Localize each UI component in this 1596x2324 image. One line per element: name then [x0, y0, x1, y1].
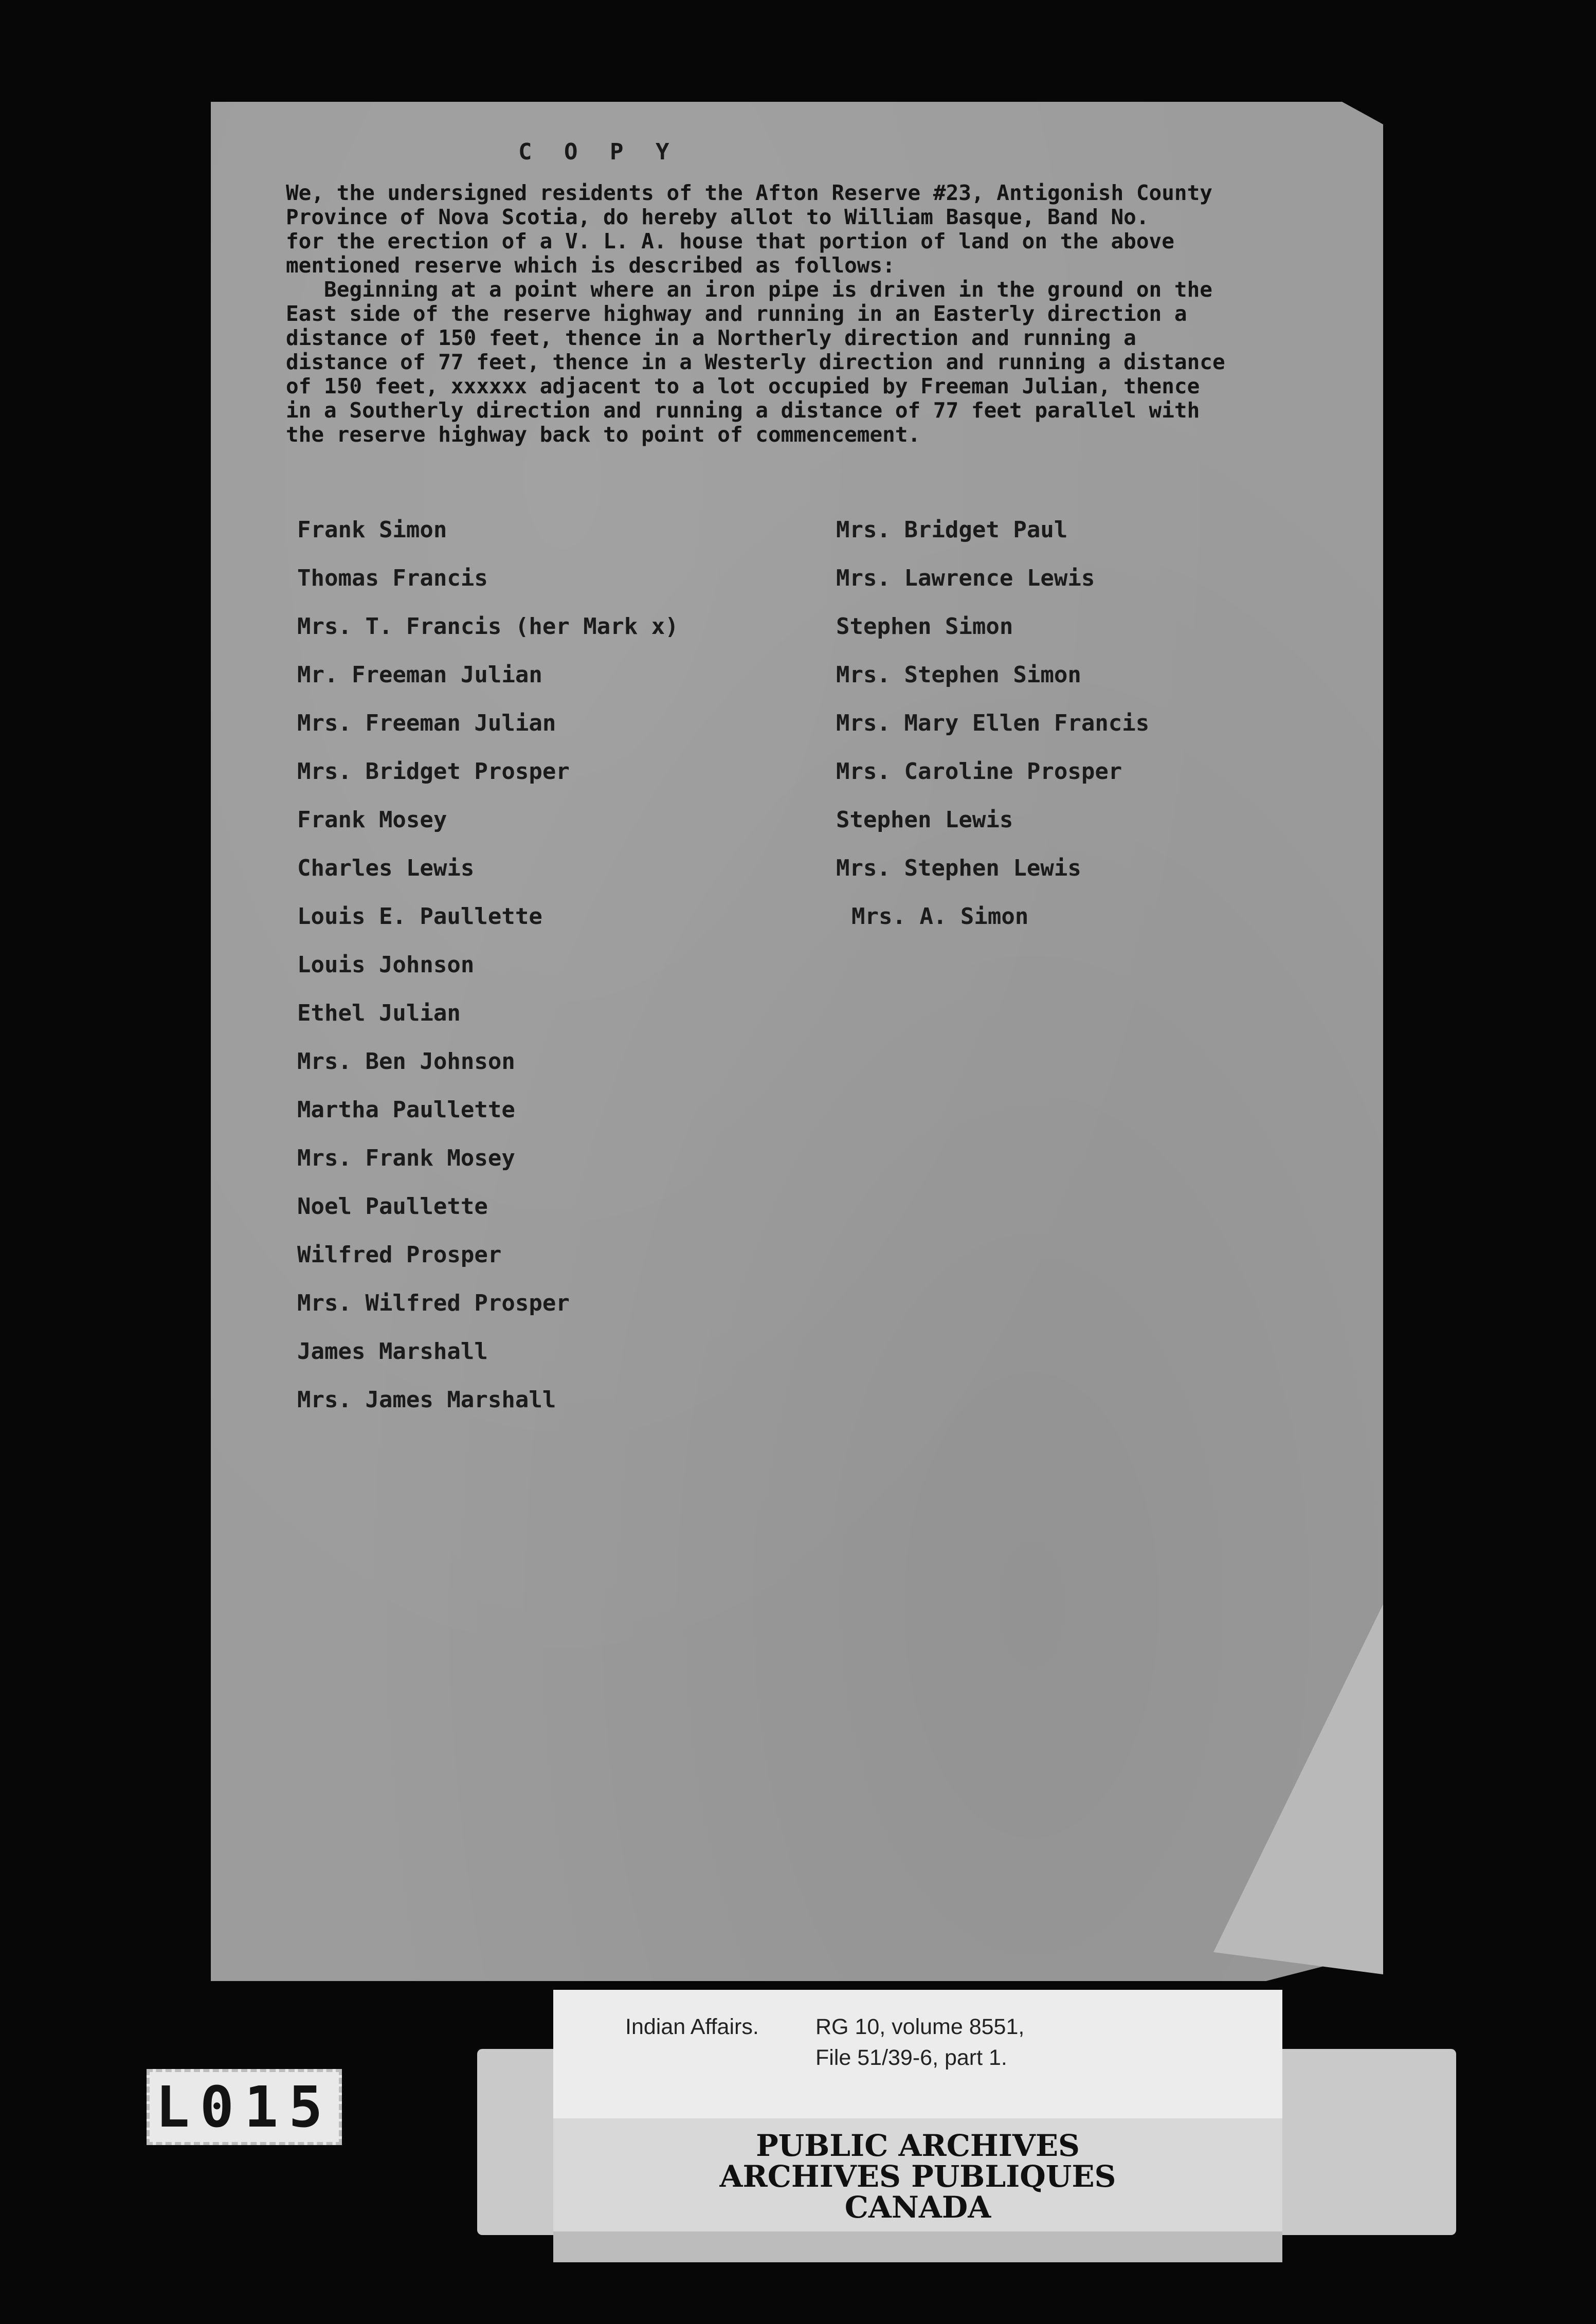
signatory-name: Mrs. Ben Johnson	[297, 1048, 515, 1075]
archives-line-en: PUBLIC ARCHIVES	[756, 2128, 1080, 2163]
reference-volume: RG 10, volume 8551,	[815, 2014, 1025, 2039]
signatory-name: Mrs. Wilfred Prosper	[297, 1290, 570, 1316]
paragraph-line: mentioned reserve which is described as follows:	[286, 253, 895, 278]
allotment-paragraph	[286, 181, 1376, 447]
paragraph-line: We, the undersigned residents of the Afton Reserve #23, Antigonish County	[286, 180, 1212, 205]
signatory-name: Mrs. Bridget Paul	[836, 517, 1068, 543]
copy-heading: C O P Y	[518, 139, 679, 165]
card-bottom-strip	[553, 2231, 1282, 2262]
signatory-name: Martha Paullette	[297, 1097, 515, 1123]
signatory-name: James Marshall	[297, 1338, 488, 1365]
signatory-name: Mrs. Freeman Julian	[297, 710, 556, 736]
signatory-name: Mrs. Caroline Prosper	[836, 758, 1122, 785]
signatory-name: Mrs. Stephen Simon	[836, 662, 1081, 688]
signatories-left-column	[297, 506, 679, 1424]
frame-number: L015	[155, 2074, 333, 2140]
signatory-name: Mrs. James Marshall	[297, 1387, 556, 1413]
signatory-name: Louis E. Paullette	[297, 903, 542, 930]
signatory-name: Charles Lewis	[297, 855, 475, 881]
signatory-name: Frank Mosey	[297, 807, 447, 833]
signatory-name: Stephen Lewis	[836, 807, 1013, 833]
signatory-name: Frank Simon	[297, 517, 447, 543]
signatory-name: Mrs. Bridget Prosper	[297, 758, 570, 785]
signatory-name: Wilfred Prosper	[297, 1242, 502, 1268]
archives-stamp	[553, 2118, 1282, 2247]
paragraph-line: for the erection of a V. L. A. house that portion of land on the above	[286, 229, 1174, 253]
signatory-name: Mrs. Stephen Lewis	[836, 855, 1081, 881]
reference-dept: Indian Affairs.	[625, 2014, 759, 2039]
signatory-name: Mrs. T. Francis (her Mark x)	[297, 613, 679, 640]
signatory-name: Stephen Simon	[836, 613, 1013, 640]
archives-line-country: CANADA	[844, 2190, 991, 2225]
paragraph-line: distance of 150 feet, thence in a Northerly direction and running a	[286, 325, 1136, 350]
paragraph-line: the reserve highway back to point of commencement.	[286, 422, 921, 447]
signatory-name: Mrs. A. Simon	[851, 903, 1029, 930]
paragraph-line: Province of Nova Scotia, do hereby allot to William Basque, Band No.	[286, 205, 1149, 229]
signatory-name: Thomas Francis	[297, 565, 488, 591]
archives-line-fr: ARCHIVES PUBLIQUES	[719, 2159, 1116, 2194]
paragraph-line: Beginning at a point where an iron pipe is driven in the ground on the	[286, 277, 1212, 302]
signatory-name: Mr. Freeman Julian	[297, 662, 542, 688]
signatories-right-column	[836, 506, 1149, 941]
signatory-name: Mrs. Frank Mosey	[297, 1145, 515, 1171]
frame-counter	[147, 2069, 342, 2145]
signatory-name: Mrs. Lawrence Lewis	[836, 565, 1095, 591]
archive-card-tab	[1363, 2049, 1456, 2234]
signatory-name: Ethel Julian	[297, 1000, 461, 1026]
paragraph-line: East side of the reserve highway and running in an Easterly direction a	[286, 301, 1187, 326]
paragraph-line: distance of 77 feet, thence in a Westerly direction and running a distance	[286, 350, 1225, 374]
signatory-name: Noel Paullette	[297, 1193, 488, 1220]
signatory-name: Louis Johnson	[297, 952, 475, 978]
paragraph-line: of 150 feet, xxxxxx adjacent to a lot occupied by Freeman Julian, thence	[286, 374, 1200, 398]
paragraph-line: in a Southerly direction and running a distance of 77 feet parallel with	[286, 398, 1200, 423]
reference-file: File 51/39-6, part 1.	[815, 2045, 1007, 2070]
signatory-name: Mrs. Mary Ellen Francis	[836, 710, 1150, 736]
